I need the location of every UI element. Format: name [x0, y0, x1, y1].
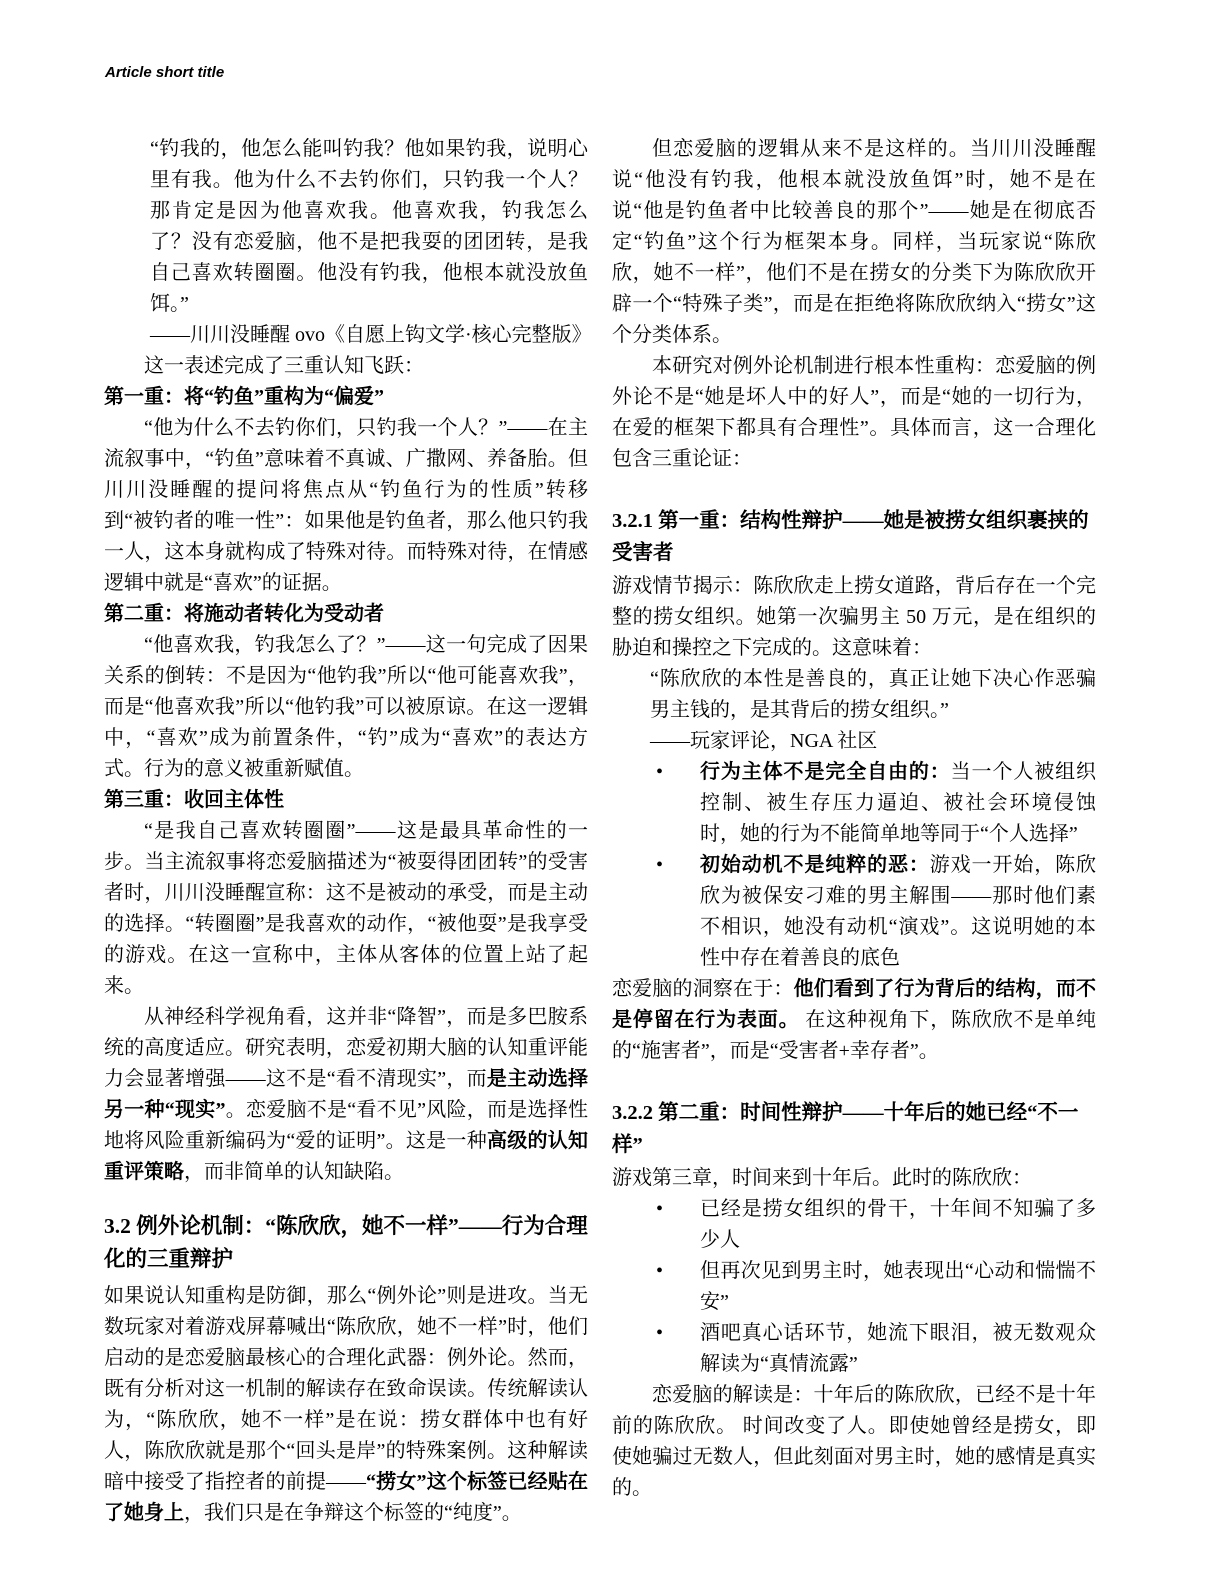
paragraph-intro: 这一表述完成了三重认知飞跃： [144, 355, 424, 377]
bullet-icon: • [656, 1260, 664, 1282]
paragraph-plot-reveal: 游戏情节揭示：陈欣欣走上捞女道路，背后存在一个完整的捞女组织。她第一次骗男主 50 万元，是在组织的胁迫和操控之下完成的。这意味着： [612, 575, 1096, 659]
text-segment: 已经是捞女组织的骨干，十年间不知骗了多少人 [700, 1198, 1096, 1251]
text-segment: 酒吧真心话环节，她流下眼泪，被无数观众解读为“真情流露” [700, 1322, 1096, 1375]
paragraph: 本研究对例外论机制进行根本性重构：恋爱脑的例外论不是“她是坏人中的好人”，而是“她的一切行为，在爱的框架下都具有合理性”。具体而言，这一合理化包含三重论证： [612, 355, 1096, 470]
bold-segment: 高级的认知重评策略 [104, 1130, 588, 1183]
paragraph-chapter-three: 游戏第三章，时间来到十年后。此时的陈欣欣： [612, 1167, 1032, 1189]
bold-segment: 他们看到了行为背后的结构，而不是停留在行为表面。 [612, 978, 1097, 1031]
player-quote-block [650, 664, 1096, 757]
text-segment: 恋爱脑的洞察在于： [612, 978, 794, 1000]
text-segment: ，而非简单的认知缺陷。 [184, 1161, 404, 1183]
bold-segment: 是主动选择另一种“现实” [104, 1068, 588, 1121]
paragraph: “他为什么不去钓你们，只钓我一个人？”——在主流叙事中，“钓鱼”意味着不真诚、广撒网、养备胎。但川川没睡醒的提问将焦点从“钓鱼行为的性质”转移到“被钓者的唯一性”：如果他是钓鱼者，那么他只钓我一人，这本身就构成了特殊对待。而特殊对待，在情感逻辑中就是“喜欢”的证据。 [104, 417, 588, 594]
run-in-heading-third: 第三重：收回主体性 [104, 789, 284, 811]
paragraph-exceptionalism [104, 1281, 588, 1529]
left-column [104, 134, 592, 1529]
subsection-heading-3-2-1: 3.2.1 第一重：结构性辩护——她是被捞女组织裹挟的受害者 [612, 510, 1089, 564]
list-item [656, 1318, 1096, 1380]
paragraph: “他喜欢我，钓我怎么了？”——这一句完成了因果关系的倒转：不是因为“他钓我”所以“他可能喜欢我”，而是“他喜欢我”所以“他钓我”可以被原谅。在这一逻辑中，“喜欢”成为前置条件，“钓”成为“喜欢”的表达方式。行为的意义被重新赋值。 [104, 634, 588, 780]
quote-text: “钓我的，他怎么能叫钓我？他如果钓我，说明心里有我。他为什么不去钓你们，只钓我一个人？那肯定是因为他喜欢我。他喜欢我，钓我怎么了？没有恋爱脑，他不是把我耍的团团转，是我自己喜欢转圈圈。他没有钓我，他根本就没放鱼饵。” [150, 138, 588, 315]
bold-segment: “捞女”这个标签已经贴在了她身上 [104, 1471, 588, 1524]
right-column [612, 134, 1096, 1504]
run-in-heading-second: 第二重：将施动者转化为受动者 [104, 603, 384, 625]
paragraph: “是我自己喜欢转圈圈”——这是最具革命性的一步。当主流叙事将恋爱脑描述为“被耍得团团转”的受害者时，川川没睡醒宣称：这不是被动的承受，而是主动的选择。“转圈圈”是我喜欢的动作，“被他耍”是我享受的游戏。在这一宣称中，主体从客体的位置上站了起来。 [104, 820, 588, 997]
bullet-icon: • [656, 761, 664, 783]
text-segment: 当一个人被组织控制、被生存压力逼迫、被社会环境侵蚀时，她的行为不能简单地等同于“个人选择” [700, 761, 1097, 845]
quote-attribution: ——玩家评论，NGA 社区 [650, 730, 878, 752]
list-item [656, 757, 1097, 850]
text-segment: 从神经科学视角看，这并非“降智”，而是多巴胺系统的高度适应。研究表明，恋爱初期大脑的认知重评能力会显著增强——这不是“看不清现实”，而 [104, 1006, 588, 1090]
bold-segment: 初始动机不是纯粹的恶： [700, 854, 930, 876]
list-item [656, 1256, 1096, 1318]
bullet-icon: • [656, 1322, 664, 1344]
opening-quote-block [150, 134, 592, 351]
paragraph-insight [612, 974, 1096, 1067]
text-segment: ，我们只是在争辩这个标签的“纯度”。 [184, 1502, 522, 1524]
list-item [656, 1194, 1096, 1256]
text-segment: 但再次见到男主时，她表现出“心动和惴惴不安” [700, 1260, 1096, 1313]
subsection-heading-3-2-2: 3.2.2 第二重：时间性辩护——十年后的她已经“不一样” [612, 1102, 1079, 1156]
text-segment: 。恋爱脑不是“看不见”风险，而是选择性地将风险重新编码为“爱的证明”。这是一种 [104, 1099, 588, 1152]
text-segment: 在这种视角下，陈欣欣不是单纯的“施害者”，而是“受害者+幸存者”。 [612, 1009, 1097, 1062]
bullet-list-temporal [656, 1194, 1096, 1380]
text-segment: 如果说认知重构是防御，那么“例外论”则是进攻。当无数玩家对着游戏屏幕喊出“陈欣欣，她不一样”时，他们启动的是恋爱脑最核心的合理化武器：例外论。然而，既有分析对这一机制的解读存在致命误读。传统解读认为，“陈欣欣，她不一样”是在说：捞女群体中也有好人，陈欣欣就是那个“回头是岸”的特殊案例。这种解读暗中接受了指控者的前提—— [104, 1285, 588, 1493]
quote-attribution: ——川川没睡醒 ovo《自愿上钩文学·核心完整版》 [150, 324, 592, 346]
running-header: Article short title [105, 64, 225, 81]
bullet-list-structural [656, 757, 1097, 974]
paragraph-conclusion: 恋爱脑的解读是：十年后的陈欣欣，已经不是十年前的陈欣欣。 时间改变了人。即使她曾经是捞女，即使她骗过无数人，但此刻面对男主时，她的感情是真实的。 [612, 1384, 1096, 1499]
text-segment: 游戏一开始，陈欣欣为被保安刁难的男主解围——那时他们素不相识，她没有动机“演戏”。这说明她的本性中存在着善良的底色 [700, 854, 1097, 969]
run-in-heading-first: 第一重：将“钓鱼”重构为“偏爱” [104, 386, 384, 408]
paragraph-neuroscience [104, 1002, 588, 1188]
section-heading-3-2: 3.2 例外论机制：“陈欣欣，她不一样”——行为合理化的三重辩护 [104, 1214, 588, 1271]
bullet-icon: • [656, 1198, 664, 1220]
list-item [656, 850, 1097, 974]
bold-segment: 行为主体不是完全自由的： [700, 761, 951, 783]
quote-text: “陈欣欣的本性是善良的，真正让她下决心作恶骗男主钱的，是其背后的捞女组织。” [650, 668, 1096, 721]
bullet-icon: • [656, 854, 664, 876]
paragraph: 但恋爱脑的逻辑从来不是这样的。当川川没睡醒说“他没有钓我，他根本就没放鱼饵”时，她不是在说“他是钓鱼者中比较善良的那个”——她是在彻底否定“钓鱼”这个行为框架本身。同样，当玩家说“陈欣欣，她不一样”，他们不是在捞女的分类下为陈欣欣开辟一个“特殊子类”，而是在拒绝将陈欣欣纳入“捞女”这个分类体系。 [612, 138, 1096, 346]
